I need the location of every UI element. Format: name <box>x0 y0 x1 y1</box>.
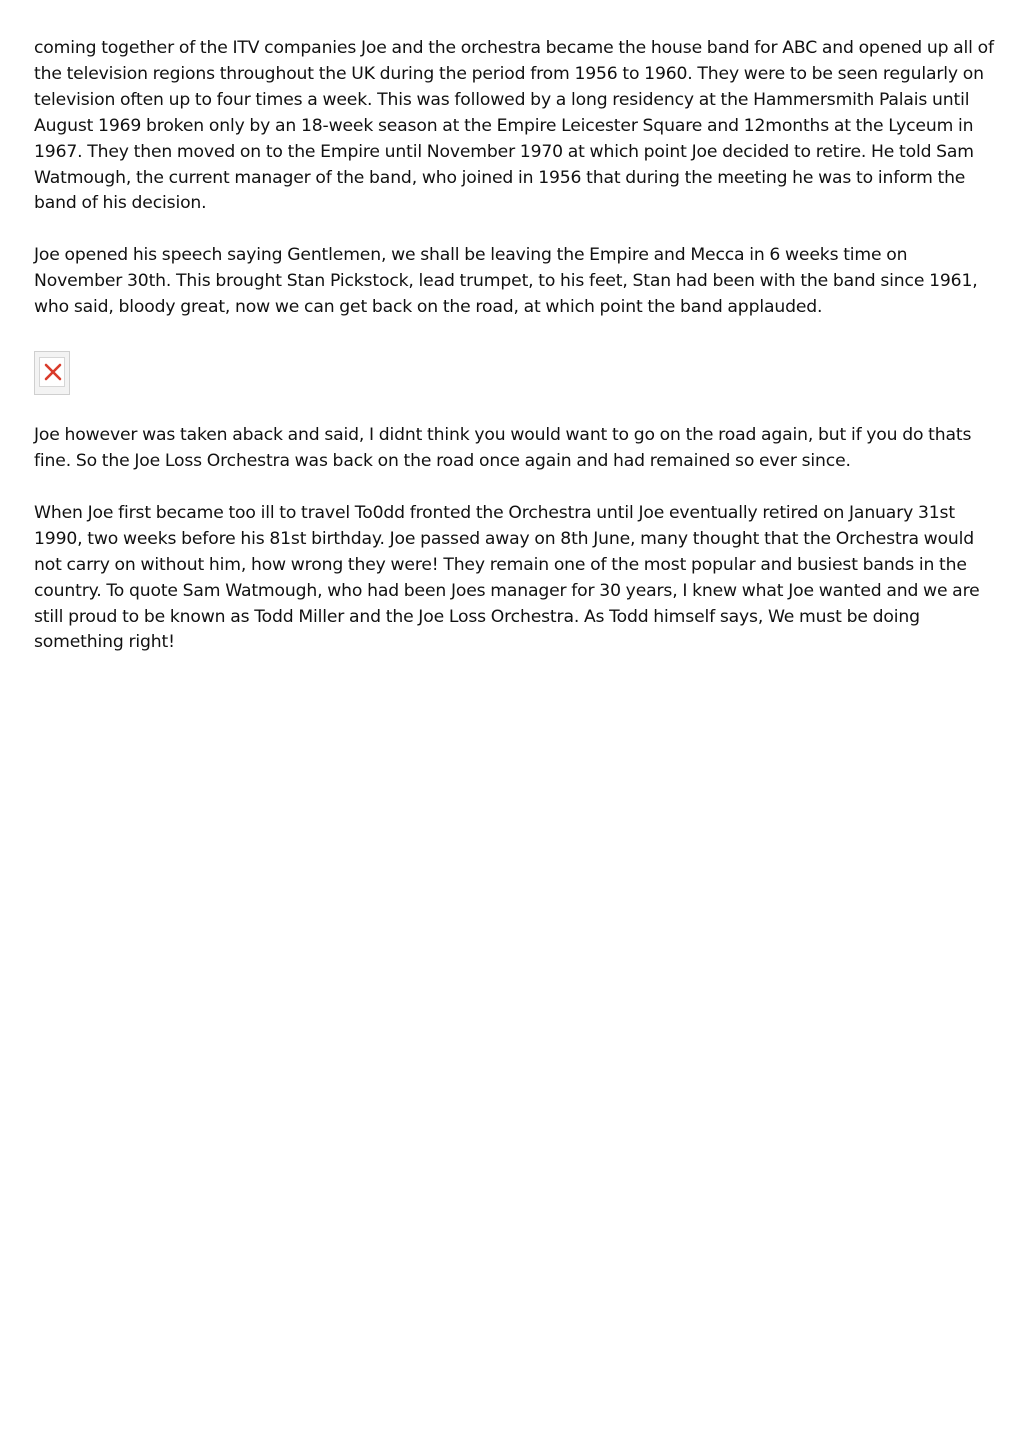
broken-image-icon <box>44 362 62 382</box>
paragraph-spacer <box>34 475 994 501</box>
paragraph-1: coming together of the ITV companies Joe and the orchestra became the house band for ABC and opened up all of the television regions throughout the UK during the period from 1956 to 1960. They were to be seen regularly on television often up to four times a week. This was followed by a long residency at the Hammersmith Palais until August 1969 broken only by an 18-week season at the Empire Leicester Square and 12months at the Lyceum in 1967. They then moved on to the Empire until November 1970 at which point Joe decided to retire. He told Sam Watmough, the current manager of the band, who joined in 1956 that during the meeting he was to inform the band of his decision. <box>34 38 994 214</box>
paragraph-4: When Joe first became too ill to travel To0dd fronted the Orchestra until Joe eventually retired on January 31st 1990, two weeks before his 81st birthday. Joe passed away on 8th June, many thought that the Orchestra would not carry on without him, how wrong they were! They remain one of the most popular and busiest bands in the country. To quote Sam Watmough, who had been Joes manager for 30 years, I knew what Joe wanted and we are still proud to be known as Todd Miller and the Joe Loss Orchestra. As Todd himself says, We must be doing something right! <box>34 502 980 653</box>
broken-image-placeholder <box>34 351 70 395</box>
paragraph-spacer <box>34 217 994 243</box>
paragraph-2: Joe opened his speech saying Gentlemen, we shall be leaving the Empire and Mecca in 6 weeks time on November 30th. This brought Stan Pickstock, lead trumpet, to his feet, Stan had been with the band since 1961, who said, bloody great, now we can get back on the road, at which point the band applauded. <box>34 245 978 318</box>
document-body <box>34 36 994 656</box>
image-frame <box>39 357 65 387</box>
paragraph-3: Joe however was taken aback and said, I didnt think you would want to go on the road again, but if you do thats fine. So the Joe Loss Orchestra was back on the road once again and had remained so ever since. <box>34 425 972 471</box>
